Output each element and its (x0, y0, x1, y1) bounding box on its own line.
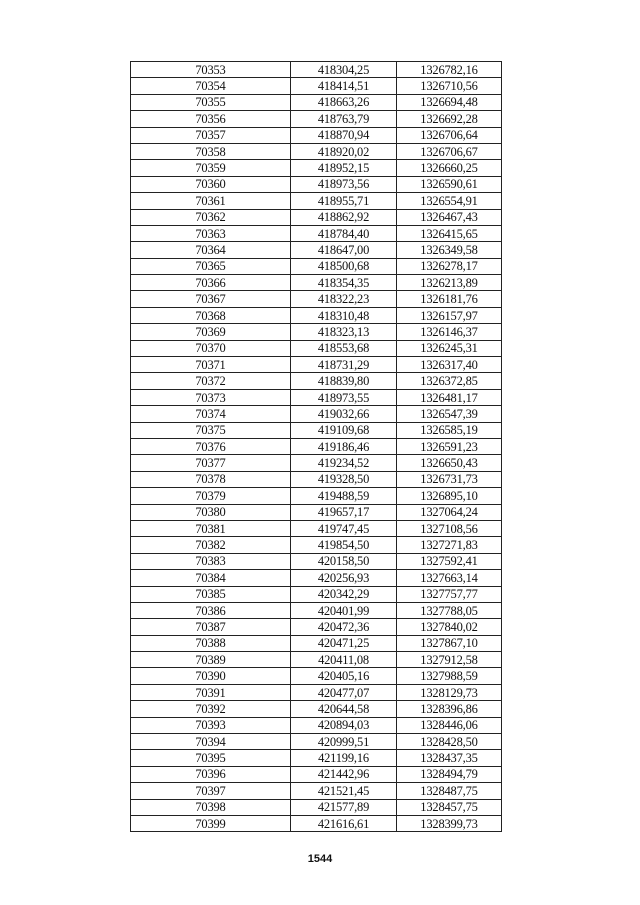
point-id-cell: 70353 (131, 62, 291, 78)
x-coordinate-cell: 418304,25 (291, 62, 397, 78)
x-coordinate-cell: 420999,51 (291, 734, 397, 750)
table-row (131, 275, 502, 291)
table-row (131, 619, 502, 635)
table-row (131, 520, 502, 536)
table-row (131, 438, 502, 454)
table-row (131, 406, 502, 422)
x-coordinate-cell: 419488,59 (291, 488, 397, 504)
point-id-cell: 70388 (131, 635, 291, 651)
table-row (131, 357, 502, 373)
point-id-cell: 70386 (131, 602, 291, 618)
x-coordinate-cell: 420405,16 (291, 668, 397, 684)
table-row (131, 750, 502, 766)
y-coordinate-cell: 1327592,41 (397, 553, 502, 569)
table-row (131, 455, 502, 471)
point-id-cell: 70364 (131, 242, 291, 258)
point-id-cell: 70397 (131, 783, 291, 799)
table-row (131, 340, 502, 356)
x-coordinate-cell: 418323,13 (291, 324, 397, 340)
x-coordinate-cell: 418973,56 (291, 176, 397, 192)
table-row (131, 193, 502, 209)
point-id-cell: 70380 (131, 504, 291, 520)
y-coordinate-cell: 1326181,76 (397, 291, 502, 307)
y-coordinate-cell: 1326146,37 (397, 324, 502, 340)
y-coordinate-cell: 1326895,10 (397, 488, 502, 504)
table-row (131, 717, 502, 733)
point-id-cell: 70375 (131, 422, 291, 438)
table-row (131, 242, 502, 258)
y-coordinate-cell: 1328129,73 (397, 684, 502, 700)
x-coordinate-cell: 421616,61 (291, 815, 397, 831)
table-row (131, 602, 502, 618)
x-coordinate-cell: 420644,58 (291, 701, 397, 717)
point-id-cell: 70384 (131, 570, 291, 586)
point-id-cell: 70370 (131, 340, 291, 356)
table-row (131, 668, 502, 684)
table-row (131, 127, 502, 143)
y-coordinate-cell: 1326372,85 (397, 373, 502, 389)
table-row (131, 553, 502, 569)
x-coordinate-cell: 418414,51 (291, 78, 397, 94)
point-id-cell: 70394 (131, 734, 291, 750)
table-row (131, 78, 502, 94)
point-id-cell: 70371 (131, 357, 291, 373)
y-coordinate-cell: 1328446,06 (397, 717, 502, 733)
table-row (131, 586, 502, 602)
x-coordinate-cell: 418310,48 (291, 307, 397, 323)
y-coordinate-cell: 1327064,24 (397, 504, 502, 520)
table-row (131, 176, 502, 192)
point-id-cell: 70392 (131, 701, 291, 717)
point-id-cell: 70379 (131, 488, 291, 504)
y-coordinate-cell: 1326481,17 (397, 389, 502, 405)
y-coordinate-cell: 1328399,73 (397, 815, 502, 831)
point-id-cell: 70381 (131, 520, 291, 536)
x-coordinate-cell: 419234,52 (291, 455, 397, 471)
point-id-cell: 70369 (131, 324, 291, 340)
x-coordinate-cell: 418839,80 (291, 373, 397, 389)
point-id-cell: 70360 (131, 176, 291, 192)
point-id-cell: 70372 (131, 373, 291, 389)
x-coordinate-cell: 421521,45 (291, 783, 397, 799)
point-id-cell: 70399 (131, 815, 291, 831)
point-id-cell: 70368 (131, 307, 291, 323)
table-row (131, 783, 502, 799)
x-coordinate-cell: 418500,68 (291, 258, 397, 274)
table-row (131, 701, 502, 717)
y-coordinate-cell: 1326278,17 (397, 258, 502, 274)
coordinate-table-body (131, 62, 502, 832)
y-coordinate-cell: 1328428,50 (397, 734, 502, 750)
x-coordinate-cell: 420342,29 (291, 586, 397, 602)
x-coordinate-cell: 418763,79 (291, 111, 397, 127)
y-coordinate-cell: 1327788,05 (397, 602, 502, 618)
x-coordinate-cell: 420472,36 (291, 619, 397, 635)
x-coordinate-cell: 418647,00 (291, 242, 397, 258)
table-row (131, 143, 502, 159)
y-coordinate-cell: 1327867,10 (397, 635, 502, 651)
y-coordinate-cell: 1326349,58 (397, 242, 502, 258)
y-coordinate-cell: 1326782,16 (397, 62, 502, 78)
y-coordinate-cell: 1326213,89 (397, 275, 502, 291)
x-coordinate-cell: 420894,03 (291, 717, 397, 733)
y-coordinate-cell: 1327988,59 (397, 668, 502, 684)
table-row (131, 635, 502, 651)
table-row (131, 291, 502, 307)
point-id-cell: 70357 (131, 127, 291, 143)
point-id-cell: 70391 (131, 684, 291, 700)
point-id-cell: 70356 (131, 111, 291, 127)
point-id-cell: 70367 (131, 291, 291, 307)
y-coordinate-cell: 1326731,73 (397, 471, 502, 487)
x-coordinate-cell: 420471,25 (291, 635, 397, 651)
x-coordinate-cell: 419186,46 (291, 438, 397, 454)
point-id-cell: 70398 (131, 799, 291, 815)
x-coordinate-cell: 419657,17 (291, 504, 397, 520)
point-id-cell: 70358 (131, 143, 291, 159)
y-coordinate-cell: 1327663,14 (397, 570, 502, 586)
table-row (131, 734, 502, 750)
table-row (131, 799, 502, 815)
y-coordinate-cell: 1326706,67 (397, 143, 502, 159)
point-id-cell: 70359 (131, 160, 291, 176)
point-id-cell: 70387 (131, 619, 291, 635)
x-coordinate-cell: 418870,94 (291, 127, 397, 143)
y-coordinate-cell: 1326710,56 (397, 78, 502, 94)
table-row (131, 111, 502, 127)
point-id-cell: 70382 (131, 537, 291, 553)
table-row (131, 373, 502, 389)
y-coordinate-cell: 1327271,83 (397, 537, 502, 553)
x-coordinate-cell: 418862,92 (291, 209, 397, 225)
y-coordinate-cell: 1326590,61 (397, 176, 502, 192)
coordinate-table (130, 61, 502, 832)
table-row (131, 570, 502, 586)
x-coordinate-cell: 418731,29 (291, 357, 397, 373)
point-id-cell: 70393 (131, 717, 291, 733)
point-id-cell: 70383 (131, 553, 291, 569)
x-coordinate-cell: 418663,26 (291, 94, 397, 110)
table-row (131, 766, 502, 782)
point-id-cell: 70376 (131, 438, 291, 454)
y-coordinate-cell: 1328457,75 (397, 799, 502, 815)
y-coordinate-cell: 1326706,64 (397, 127, 502, 143)
table-row (131, 160, 502, 176)
point-id-cell: 70373 (131, 389, 291, 405)
x-coordinate-cell: 418955,71 (291, 193, 397, 209)
x-coordinate-cell: 418920,02 (291, 143, 397, 159)
point-id-cell: 70355 (131, 94, 291, 110)
x-coordinate-cell: 419328,50 (291, 471, 397, 487)
y-coordinate-cell: 1326415,65 (397, 225, 502, 241)
x-coordinate-cell: 418952,15 (291, 160, 397, 176)
x-coordinate-cell: 420411,08 (291, 652, 397, 668)
table-row (131, 815, 502, 831)
table-row (131, 389, 502, 405)
table-row (131, 307, 502, 323)
x-coordinate-cell: 418322,23 (291, 291, 397, 307)
y-coordinate-cell: 1328487,75 (397, 783, 502, 799)
table-row (131, 209, 502, 225)
point-id-cell: 70396 (131, 766, 291, 782)
x-coordinate-cell: 420477,07 (291, 684, 397, 700)
coordinate-table-container (130, 61, 502, 832)
y-coordinate-cell: 1327757,77 (397, 586, 502, 602)
point-id-cell: 70378 (131, 471, 291, 487)
y-coordinate-cell: 1326554,91 (397, 193, 502, 209)
x-coordinate-cell: 421577,89 (291, 799, 397, 815)
y-coordinate-cell: 1326547,39 (397, 406, 502, 422)
table-row (131, 94, 502, 110)
y-coordinate-cell: 1326467,43 (397, 209, 502, 225)
table-row (131, 652, 502, 668)
y-coordinate-cell: 1326650,43 (397, 455, 502, 471)
point-id-cell: 70385 (131, 586, 291, 602)
point-id-cell: 70377 (131, 455, 291, 471)
table-row (131, 471, 502, 487)
table-row (131, 258, 502, 274)
y-coordinate-cell: 1328396,86 (397, 701, 502, 717)
x-coordinate-cell: 419032,66 (291, 406, 397, 422)
table-row (131, 504, 502, 520)
table-row (131, 62, 502, 78)
y-coordinate-cell: 1326660,25 (397, 160, 502, 176)
table-row (131, 684, 502, 700)
point-id-cell: 70363 (131, 225, 291, 241)
x-coordinate-cell: 418973,55 (291, 389, 397, 405)
point-id-cell: 70366 (131, 275, 291, 291)
y-coordinate-cell: 1328437,35 (397, 750, 502, 766)
x-coordinate-cell: 418784,40 (291, 225, 397, 241)
y-coordinate-cell: 1327912,58 (397, 652, 502, 668)
x-coordinate-cell: 419747,45 (291, 520, 397, 536)
table-row (131, 324, 502, 340)
x-coordinate-cell: 418354,35 (291, 275, 397, 291)
point-id-cell: 70354 (131, 78, 291, 94)
x-coordinate-cell: 418553,68 (291, 340, 397, 356)
x-coordinate-cell: 421199,16 (291, 750, 397, 766)
y-coordinate-cell: 1327840,02 (397, 619, 502, 635)
y-coordinate-cell: 1327108,56 (397, 520, 502, 536)
x-coordinate-cell: 419109,68 (291, 422, 397, 438)
y-coordinate-cell: 1326317,40 (397, 357, 502, 373)
point-id-cell: 70390 (131, 668, 291, 684)
y-coordinate-cell: 1328494,79 (397, 766, 502, 782)
page-number: 1544 (307, 853, 333, 865)
x-coordinate-cell: 420158,50 (291, 553, 397, 569)
point-id-cell: 70362 (131, 209, 291, 225)
y-coordinate-cell: 1326692,28 (397, 111, 502, 127)
table-row (131, 422, 502, 438)
x-coordinate-cell: 420401,99 (291, 602, 397, 618)
point-id-cell: 70365 (131, 258, 291, 274)
point-id-cell: 70389 (131, 652, 291, 668)
table-row (131, 537, 502, 553)
y-coordinate-cell: 1326245,31 (397, 340, 502, 356)
x-coordinate-cell: 419854,50 (291, 537, 397, 553)
x-coordinate-cell: 420256,93 (291, 570, 397, 586)
y-coordinate-cell: 1326591,23 (397, 438, 502, 454)
point-id-cell: 70361 (131, 193, 291, 209)
x-coordinate-cell: 421442,96 (291, 766, 397, 782)
y-coordinate-cell: 1326585,19 (397, 422, 502, 438)
table-row (131, 488, 502, 504)
point-id-cell: 70374 (131, 406, 291, 422)
point-id-cell: 70395 (131, 750, 291, 766)
table-row (131, 225, 502, 241)
y-coordinate-cell: 1326694,48 (397, 94, 502, 110)
y-coordinate-cell: 1326157,97 (397, 307, 502, 323)
